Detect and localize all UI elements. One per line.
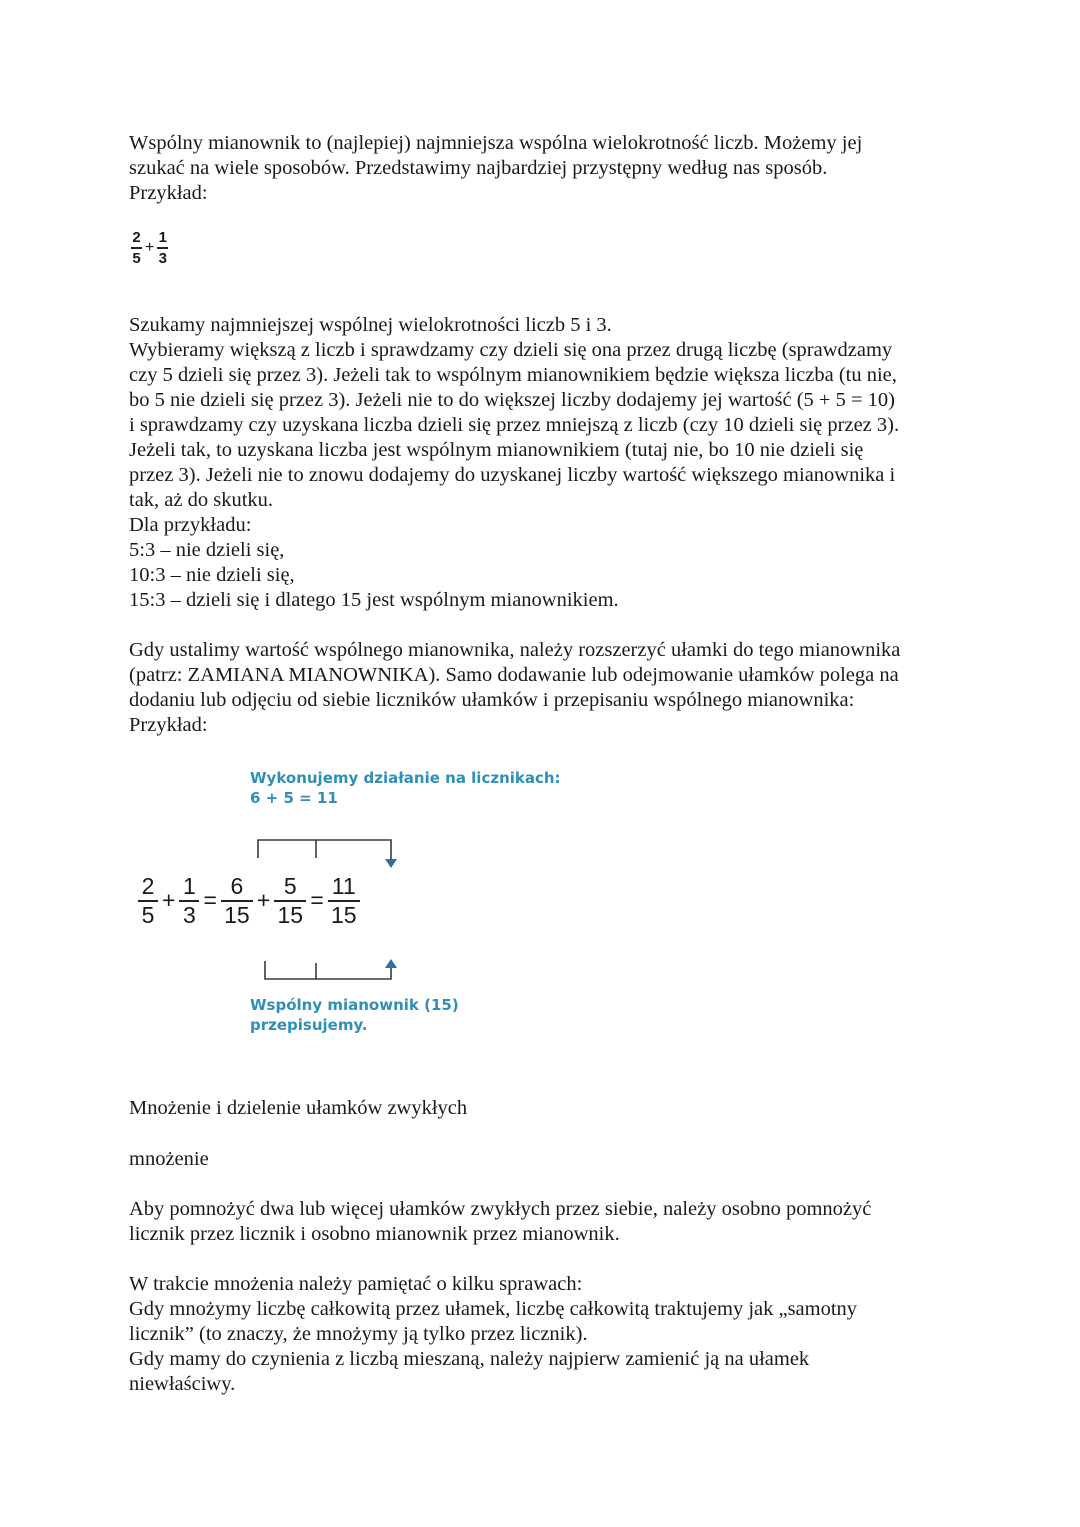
text-line: licznik przez licznik i osobno mianownik przez mianownik.	[129, 1223, 620, 1245]
text-line: Jeżeli tak, to uzyskana liczba jest wspólnym mianownikiem (tutaj nie, bo 10 nie dzieli się	[129, 439, 864, 461]
intro-paragraph	[129, 131, 959, 206]
heading-mult-div: Mnożenie i dzielenie ułamków zwykłych	[129, 1097, 468, 1119]
fraction-two-fifths: $\frac{2}{5}$	[132, 229, 141, 267]
denominator-bracket	[265, 961, 391, 979]
text-line: bo 5 nie dzieli się przez 3). Jeżeli nie to do większej liczby dodajemy jej wartość (5 + 5 = 10)	[129, 389, 895, 411]
text-line: Szukamy najmniejszej wspólnej wielokrotności liczb 5 i 3.	[129, 314, 612, 336]
text-line: szukać na wiele sposobów. Przedstawimy najbardziej przystępny według nas sposób.	[129, 157, 828, 179]
equals-sign: =	[203, 887, 217, 914]
text-line: W trakcie mnożenia należy pamiętać o kilku sprawach:	[129, 1273, 583, 1295]
plus-sign: +	[256, 887, 271, 914]
text-line: Przykład:	[129, 714, 208, 736]
text-line: Gdy mamy do czynienia z liczbą mieszaną, należy najpierw zamienić ją na ułamek	[129, 1348, 810, 1370]
text-line: i sprawdzamy czy uzyskana liczba dzieli się przez mniejszą z liczb (czy 10 dzieli się przez 3).	[129, 414, 900, 436]
text-line: przez 3). Jeżeli nie to znowu dodajemy do uzyskanej liczby wartość większego mianownika i	[129, 464, 896, 486]
fraction-d: $\frac{5}{15}$	[274, 875, 306, 927]
text-line: niewłaściwy.	[129, 1373, 236, 1395]
text-line: 15:3 – dzieli się i dlatego 15 jest wspólnym mianownikiem.	[129, 589, 619, 611]
fraction-result: $\frac{11}{15}$	[328, 875, 360, 927]
fraction-c: $\frac{6}{15}$	[221, 875, 253, 927]
text-line: Dla przykładu:	[129, 514, 252, 536]
plus-sign: +	[162, 887, 176, 914]
text-line: 5:3 – nie dzieli się,	[129, 539, 285, 561]
fraction-a: $\frac{2}{5}$	[138, 875, 158, 927]
small-fraction-example	[131, 230, 168, 266]
text-line: tak, aż do skutku.	[129, 489, 274, 511]
fraction-equation	[138, 875, 360, 927]
extend-paragraph	[129, 638, 959, 738]
numerator-bracket	[258, 840, 391, 860]
equals-sign: =	[310, 887, 324, 914]
heading-mult: mnożenie	[129, 1148, 209, 1170]
plus-sign: +	[145, 238, 155, 256]
text-line: dodaniu lub odjęciu od siebie liczników ułamków i przepisaniu wspólnego mianownika:	[129, 689, 855, 711]
text-line: Gdy ustalimy wartość wspólnego mianownika, należy rozszerzyć ułamki do tego mianownika	[129, 639, 901, 661]
bottom-annotation: Wspólny mianownik (15) przepisujemy.	[250, 996, 459, 1034]
text-line: licznik” (to znaczy, że mnożymy ją tylko przez licznik).	[129, 1323, 588, 1345]
fraction-b: $\frac{1}{3}$	[179, 875, 199, 927]
arrow-up-icon	[385, 959, 397, 968]
fraction-one-third: $\frac{1}{3}$	[158, 229, 168, 267]
mult-notes-paragraph	[129, 1272, 959, 1397]
top-annotation: Wykonujemy działanie na licznikach: 6 + 5 = 11	[250, 769, 561, 807]
text-line: Aby pomnożyć dwa lub więcej ułamków zwykłych przez siebie, należy osobno pomnożyć	[129, 1198, 872, 1220]
fraction-addition-diagram	[130, 765, 561, 1045]
mult-rule-paragraph	[129, 1197, 959, 1247]
text-line: Przykład:	[129, 182, 208, 204]
text-line: czy 5 dzieli się przez 3). Jeżeli tak to wspólnym mianownikiem będzie większa liczba (tu nie,	[129, 364, 897, 386]
text-line: Gdy mnożymy liczbę całkowitą przez ułamek, liczbę całkowitą traktujemy jak „samotny	[129, 1298, 858, 1320]
arrow-down-icon	[385, 859, 397, 868]
text-line: 10:3 – nie dzieli się,	[129, 564, 295, 586]
text-line: (patrz: ZAMIANA MIANOWNIKA). Samo dodawanie lub odejmowanie ułamków polega na	[129, 664, 899, 686]
text-line: Wspólny mianownik to (najlepiej) najmniejsza wspólna wielokrotność liczb. Możemy jej	[129, 132, 863, 154]
text-line: Wybieramy większą z liczb i sprawdzamy czy dzieli się ona przez drugą liczbę (sprawdzamy	[129, 339, 893, 361]
search-paragraph	[129, 313, 959, 613]
